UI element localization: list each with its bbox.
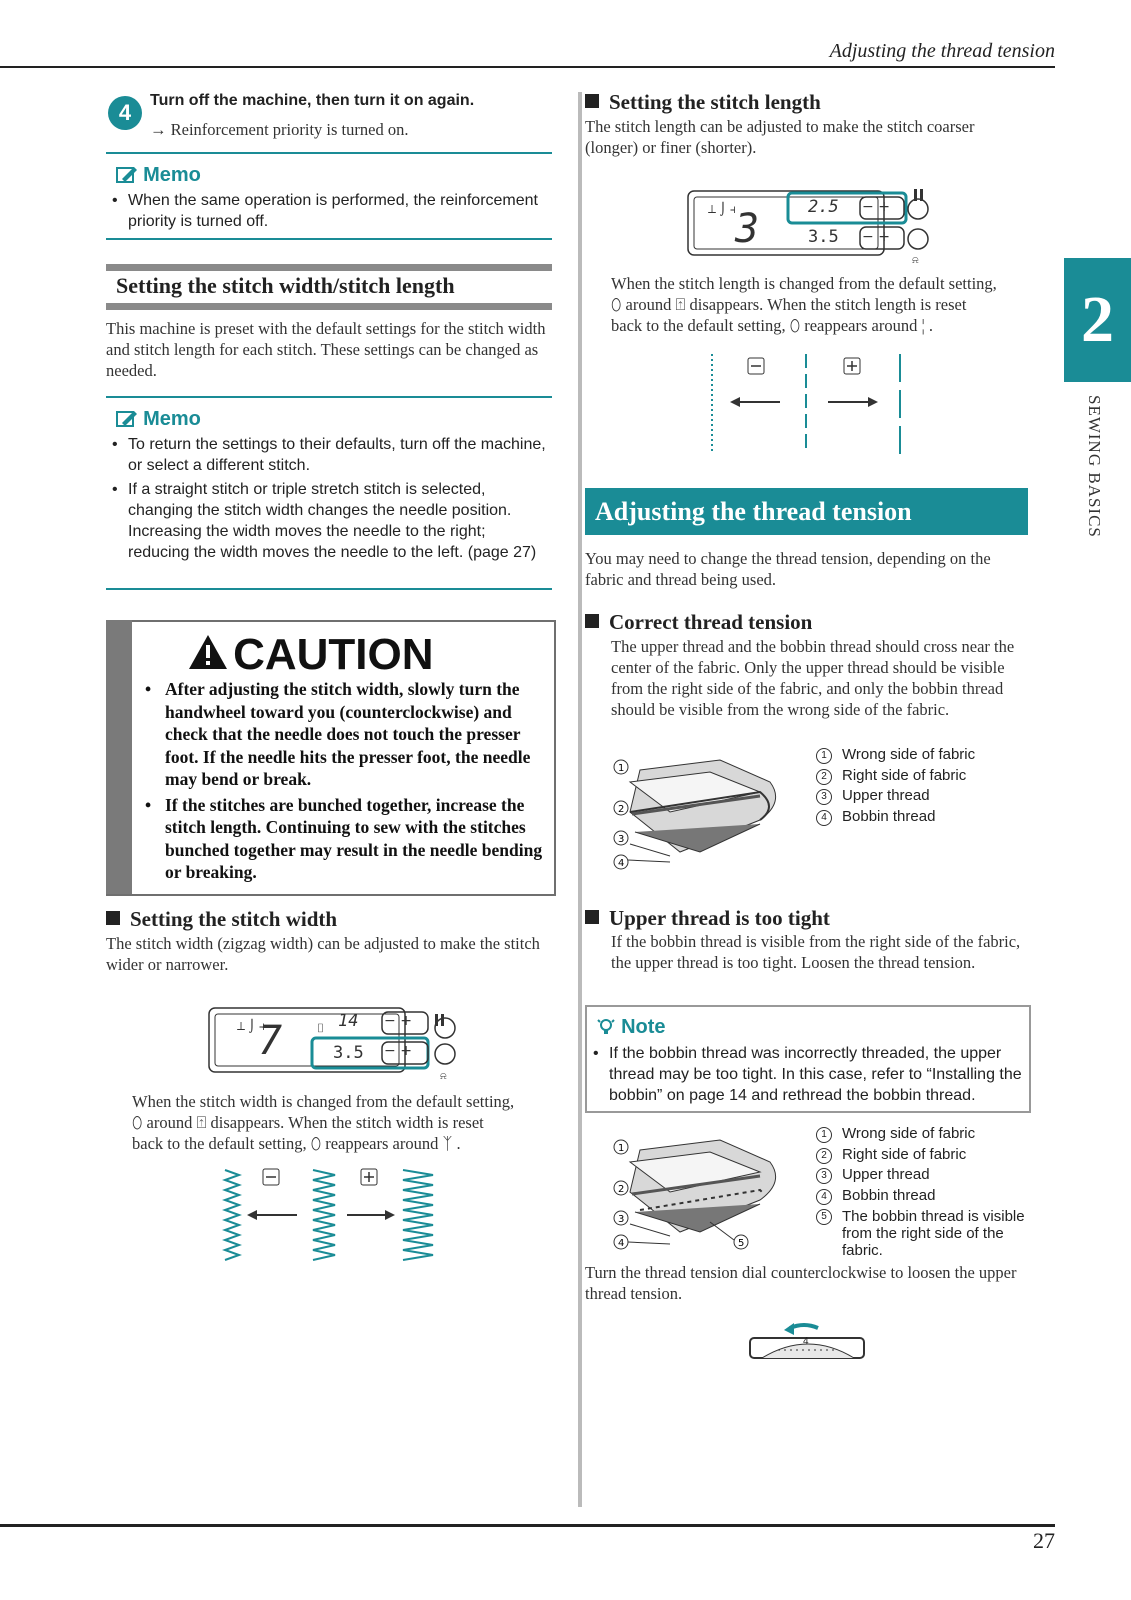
lcd-bottom-value: 3.5 — [808, 227, 839, 247]
svg-text:2: 2 — [618, 804, 625, 815]
note-title: Note — [621, 1016, 666, 1038]
foot-outline-icon: ⬯ — [310, 1134, 322, 1153]
foot-outline-icon: ⬯ — [789, 316, 801, 335]
caution-title: CAUTION — [233, 630, 434, 679]
svg-text:4: 4 — [618, 1238, 625, 1249]
fabric-illustration — [610, 1132, 810, 1257]
chapter-tab: 2 — [1064, 258, 1131, 382]
legend-item: 2 Right side of fabric — [816, 1145, 1031, 1166]
loosen-text: Turn the thread tension dial counterclockwise to loosen the upper thread tension. — [585, 1263, 1017, 1303]
step-number-badge: 4 — [108, 96, 142, 130]
tight-tension-fabric-diagram — [610, 1132, 810, 1257]
lcd-top-value: 2.5 — [808, 197, 839, 217]
tight-tension-text: If the bobbin thread is visible from the right side of the fabric, the upper thread is too tight. Loosen the thread tension. — [611, 932, 1021, 972]
lcd-pattern-number: 3 — [735, 206, 760, 252]
lcd-minus-plus-top: − + — [384, 1013, 412, 1029]
lcd-minus-plus-bottom: − + — [862, 229, 890, 245]
chapter-section-banner: Adjusting the thread tension — [585, 488, 1028, 535]
memo-title: Memo — [143, 164, 201, 186]
page-number: 27 — [1033, 1528, 1055, 1553]
memo-title: Memo — [143, 408, 201, 430]
svg-text:2: 2 — [618, 1184, 625, 1195]
caution-item: • If the stitches are bunched together, increase the stitch length. Continuing to sew with the stitches bunched together may result in the needle bending or breaking. — [139, 794, 544, 884]
memo-top-rule — [106, 396, 552, 398]
svg-text:3: 3 — [618, 834, 625, 845]
memo-header — [116, 164, 201, 187]
memo-list — [106, 190, 546, 232]
lcd-bottom-value: 3.5 — [333, 1043, 364, 1063]
svg-text:1: 1 — [618, 763, 625, 774]
memo-pencil-icon — [116, 164, 138, 184]
lcd-stitch-width-diagram — [207, 1002, 457, 1082]
note-bulb-icon — [596, 1016, 616, 1036]
section-title: Setting the stitch width/stitch length — [116, 273, 455, 298]
column-divider — [578, 92, 582, 1507]
caution-header — [188, 630, 434, 680]
section-bottom-bar — [106, 303, 552, 310]
chapter-name: SEWING BASICS — [1085, 395, 1104, 538]
memo-item: • If a straight stitch or triple stretch stitch is selected, changing the stitch width changes the needle position. Increasing the width moves the needle to the right; reducing the width moves the needle to the left. (page 27) — [106, 479, 546, 563]
footer-rule — [0, 1524, 1055, 1527]
caution-list — [139, 678, 544, 884]
note-list — [587, 1043, 1027, 1106]
svg-text:⍾: ⍾ — [912, 255, 919, 265]
memo-bottom-rule — [106, 588, 552, 590]
section-intro: This machine is preset with the default settings for the stitch width and stitch length for each stitch. These settings can be changed as needed. — [106, 319, 546, 380]
lcd-pattern-number: 7 — [258, 1018, 283, 1064]
tension-intro: You may need to change the thread tension, depending on the fabric and thread being used. — [585, 549, 991, 589]
legend-item: 5 The bobbin thread is visible from the right side of the fabric. — [816, 1206, 1031, 1259]
width-indicator-icon: ᛉ — [442, 1134, 453, 1153]
memo-top-rule — [106, 152, 552, 154]
subsection-title: Setting the stitch width — [106, 907, 337, 932]
svg-text:3: 3 — [618, 1214, 625, 1225]
note-header — [596, 1016, 666, 1039]
memo-item: • When the same operation is performed, the reinforcement priority is turned off. — [106, 190, 546, 232]
legend-item: 1 Wrong side of fabric — [816, 1124, 1031, 1145]
step-result: → Reinforcement priority is turned on. — [150, 120, 409, 139]
step-title: Turn off the machine, then turn it on again. — [150, 92, 475, 109]
legend-item: 2 Right side of fabric — [816, 766, 1026, 787]
section-top-bar — [106, 264, 552, 271]
length-indicator-icon: ¦ — [921, 316, 925, 335]
memo-header — [116, 408, 201, 431]
length-default-icon: ⍐ — [675, 295, 686, 314]
svg-text:1: 1 — [618, 1143, 625, 1154]
subsection-title: Upper thread is too tight — [585, 906, 830, 931]
width-description: When the stitch width is changed from the default setting, ⬯ around ⍐ disappears. When the stitch width is reset back to the default setting, ⬯ reappears around ᛉ . — [132, 1092, 515, 1153]
memo-pencil-icon — [116, 408, 138, 428]
svg-text:4: 4 — [618, 858, 625, 869]
lcd-minus-plus-bottom: − + — [384, 1043, 412, 1059]
stitch-length-diagram — [706, 352, 906, 456]
memo-item: • To return the settings to their defaults, turn off the machine, or select a different stitch. — [106, 434, 546, 476]
subsection-title: Correct thread tension — [585, 610, 812, 635]
tight-tension-legend — [816, 1124, 1031, 1259]
bullet-square-icon — [585, 614, 599, 628]
legend-item: 1 Wrong side of fabric — [816, 745, 1026, 766]
bullet-square-icon — [585, 94, 599, 108]
correct-tension-text: The upper thread and the bobbin thread should cross near the center of the fabric. Only the upper thread should be visible from the right side of the fabric, and only the bobbin thread should be visible from the wrong side of the fabric. — [611, 637, 1015, 719]
svg-text:⍾: ⍾ — [440, 1071, 447, 1082]
warning-triangle-icon — [188, 633, 228, 671]
lcd-panel-illustration — [207, 1002, 457, 1082]
subsection-intro: The stitch length can be adjusted to make the stitch coarser (longer) or finer (shorter). — [585, 117, 975, 157]
lcd-top-value: 14 — [338, 1011, 359, 1031]
fabric-illustration — [610, 752, 790, 872]
caution-item: • After adjusting the stitch width, slowly turn the handwheel toward you (counterclockwise) and check that the needle does not touch the presser foot. If the needle hits the presser foot, the needle may bend or break. — [139, 678, 544, 791]
bullet-square-icon — [106, 911, 120, 925]
svg-text:5: 5 — [738, 1238, 745, 1249]
memo-list — [106, 434, 546, 563]
running-header: Adjusting the thread tension — [829, 40, 1055, 62]
svg-text:⟂ ⌡ ⫞: ⟂ ⌡ ⫞ — [237, 1019, 265, 1033]
foot-outline-icon: ⬯ — [132, 1113, 143, 1132]
legend-item: 3 Upper thread — [816, 786, 1026, 807]
correct-tension-legend — [816, 745, 1026, 827]
legend-item: 4 Bobbin thread — [816, 807, 1026, 828]
stitch-length-illustration — [706, 352, 906, 456]
legend-item: 3 Upper thread — [816, 1165, 1031, 1186]
subsection-title: Setting the stitch length — [585, 90, 821, 115]
svg-text:⌷: ⌷ — [317, 1021, 325, 1035]
length-description: When the stitch length is changed from the default setting, ⬯ around ⍐ disappears. When the stitch length is reset back to the default setting, ⬯ reappears around ¦ . — [611, 274, 997, 335]
note-item: • If the bobbin thread was incorrectly threaded, the upper thread may be too tight. In this case, refer to “Installing the bobbin” on page 14 and rethread the bobbin thread. — [587, 1043, 1027, 1106]
legend-item: 4 Bobbin thread — [816, 1186, 1031, 1207]
lcd-minus-plus-top: − + — [862, 199, 890, 215]
subsection-intro: The stitch width (zigzag width) can be adjusted to make the stitch wider or narrower. — [106, 934, 540, 974]
caution-side-bar — [106, 620, 132, 894]
header-rule — [0, 66, 1055, 68]
foot-outline-icon: ⬯ — [611, 295, 622, 314]
memo-bottom-rule — [106, 238, 552, 240]
zigzag-width-diagram — [215, 1165, 445, 1265]
zigzag-illustration — [215, 1165, 445, 1265]
width-default-icon: ⍐ — [196, 1113, 207, 1132]
svg-text:⟂ ⌡ ⫞: ⟂ ⌡ ⫞ — [708, 202, 736, 216]
bullet-square-icon — [585, 910, 599, 924]
dial-value: 4 — [803, 1336, 809, 1347]
correct-tension-fabric-diagram — [610, 752, 790, 872]
